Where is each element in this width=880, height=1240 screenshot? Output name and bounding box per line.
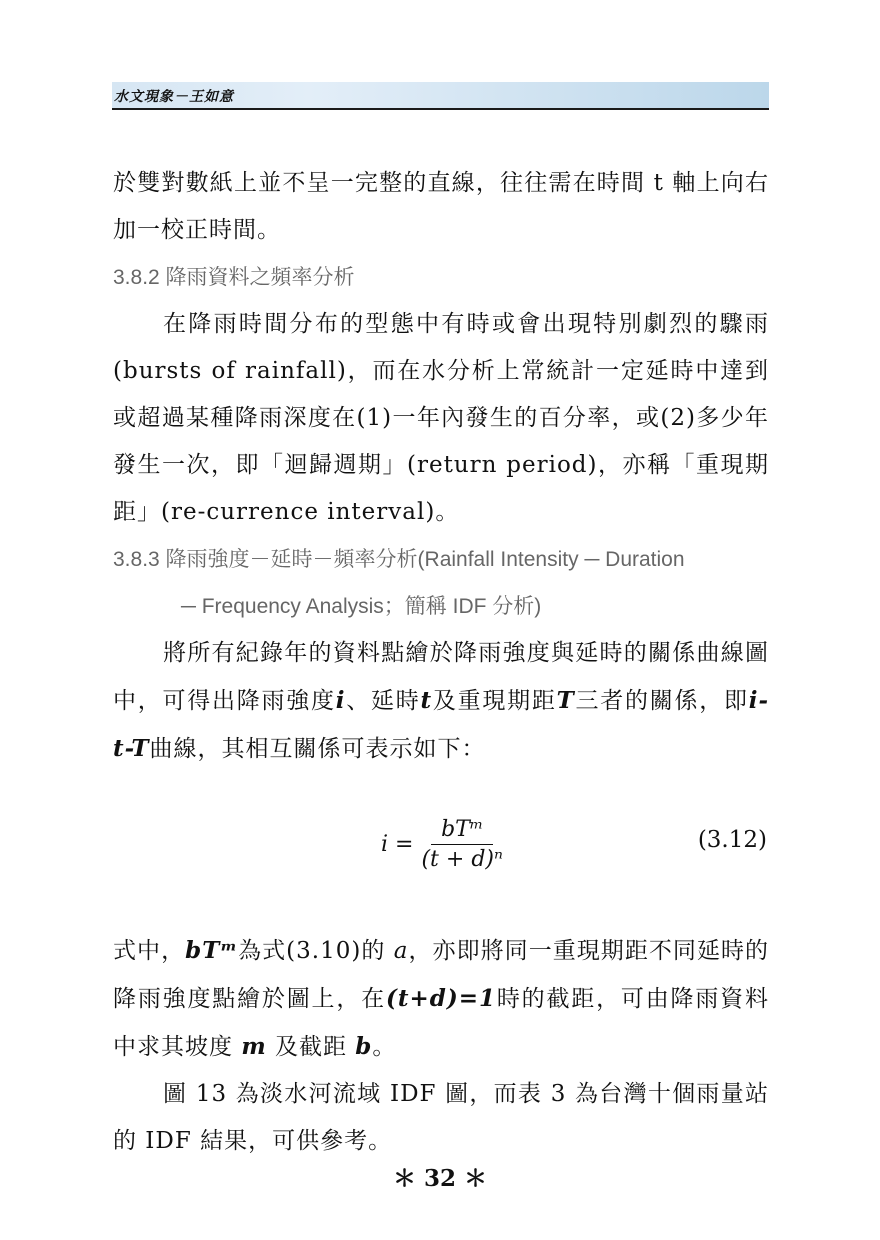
running-header-title: 水文現象－王如意 bbox=[114, 89, 234, 105]
equation-3-12 bbox=[113, 803, 769, 885]
symbol-bTm: bTᵐ bbox=[185, 937, 239, 964]
section-heading-3-8-3: 3.8.3 降雨強度－延時－頻率分析(Rainfall Intensity ─ Duration bbox=[113, 548, 685, 571]
symbol-m: m bbox=[241, 1033, 267, 1060]
symbol-t: t bbox=[420, 687, 433, 714]
symbol-itT: i-t-T bbox=[113, 687, 770, 762]
text-run: 為式(3.10)的 bbox=[238, 938, 386, 964]
text-run: 及截距 bbox=[274, 1034, 347, 1060]
paragraph-equation-explanation bbox=[113, 927, 769, 1071]
section-heading-3-8-3-continued: ─ Frequency Analysis；簡稱 IDF 分析) bbox=[181, 595, 542, 618]
paragraph-continuation: 於雙對數紙上並不呈一完整的直線，往往需在時間 t 軸上向右加一校正時間。 bbox=[113, 170, 769, 243]
equation-body bbox=[381, 803, 503, 885]
text-run: 將所有紀錄年的資料點繪於降雨強度與延時的關係曲線圖中，可得出降雨強度 bbox=[113, 640, 769, 714]
text-run: 曲線，其相互關係可表示如下： bbox=[149, 736, 486, 762]
header-rule bbox=[112, 108, 769, 110]
text-run: 式中， bbox=[113, 938, 186, 964]
text-run: 。 bbox=[372, 1034, 397, 1060]
text-run: 三者的關係，即 bbox=[574, 688, 749, 714]
paragraph-figure-reference: 圖 13 為淡水河流域 IDF 圖，而表 3 為台灣十個雨量站的 IDF 結果，可供參考。 bbox=[113, 1081, 769, 1154]
text-run: 時的截距，可由降雨資料中求其坡度 bbox=[113, 986, 770, 1060]
equation-fraction bbox=[421, 817, 502, 872]
equation-lhs: i = bbox=[381, 831, 414, 857]
section-heading-3-8-2: 3.8.2 降雨資料之頻率分析 bbox=[113, 266, 355, 289]
equation-numerator: bTᵐ bbox=[431, 817, 493, 845]
text-run: 及重現期距 bbox=[432, 688, 557, 714]
page-number: ＊ 32 ＊ bbox=[392, 1165, 488, 1192]
text-run: ，亦即將同一重現期距不同延時的降雨強度點繪於圖上，在 bbox=[113, 938, 770, 1012]
symbol-alpha: a bbox=[393, 938, 409, 964]
symbol-T: T bbox=[556, 687, 575, 714]
symbol-b: b bbox=[355, 1033, 373, 1060]
paragraph-idf-curve bbox=[113, 630, 769, 773]
text-run: 、延時 bbox=[345, 688, 421, 714]
symbol-i: i bbox=[335, 687, 346, 714]
equation-denominator: (t + d)ⁿ bbox=[421, 846, 503, 872]
symbol-td: (t+d)=1 bbox=[385, 985, 497, 1012]
equation-number: (3.12) bbox=[697, 827, 767, 853]
page-body bbox=[113, 160, 769, 1165]
paragraph-rainfall-frequency: 在降雨時間分布的型態中有時或會出現特別劇烈的驟雨(bursts of rainfall)，而在水分析上常統計一定延時中達到或超過某種降雨深度在(1)一年內發生的百分率，或(2)多少年發生一次，即「迴歸週期」(return period)，亦稱「重現期距」(re-currence interval)。 bbox=[113, 311, 769, 525]
